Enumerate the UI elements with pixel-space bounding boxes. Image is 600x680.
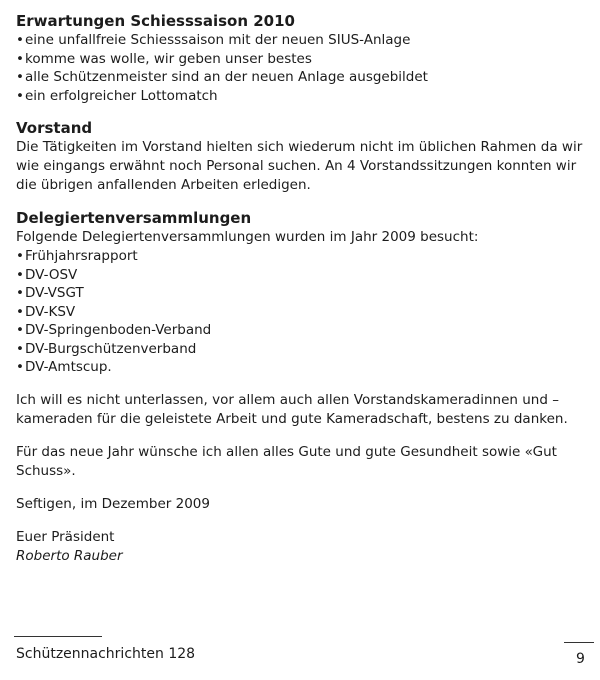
- thanks-paragraph: [16, 391, 594, 429]
- spacer: [16, 105, 594, 119]
- page-number: 9: [576, 651, 585, 667]
- paragraph-line: Schuss».: [16, 462, 76, 479]
- delegates-intro: Folgende Delegiertenversammlungen wurden im Jahr 2009 besucht:: [16, 229, 479, 245]
- list-item: • alle Schützenmeister sind an der neuen Anlage ausgebildet: [16, 68, 594, 87]
- section-title-expectations: Erwartungen Schiesssaison 2010: [16, 12, 295, 30]
- spacer: [16, 429, 594, 443]
- list-item: • DV-VSGT: [16, 284, 594, 303]
- list-item: • DV-OSV: [16, 266, 594, 285]
- paragraph-line: Die Tätigkeiten im Vorstand hielten sich wiederum nicht im üblichen Rahmen da wir: [16, 139, 583, 155]
- spacer: [16, 195, 594, 209]
- spacer: [16, 514, 594, 528]
- board-paragraph: [16, 138, 594, 195]
- list-item: • DV-Amtscup.: [16, 358, 594, 377]
- paragraph-line: die übrigen anfallenden Arbeiten erledigen.: [16, 177, 311, 193]
- list-item: • DV-Springenboden-Verband: [16, 321, 594, 340]
- place-date: Seftigen, im Dezember 2009: [16, 495, 210, 512]
- wishes-paragraph: [16, 443, 594, 481]
- section-title-delegates: Delegiertenversammlungen: [16, 209, 252, 227]
- paragraph-line: Für das neue Jahr wünsche ich allen alles Gute und gute Gesundheit sowie «Gut: [16, 443, 557, 460]
- section-title-board: Vorstand: [16, 119, 93, 137]
- list-item: • komme was wolle, wir geben unser bestes: [16, 50, 594, 69]
- page-content: [16, 12, 594, 566]
- footer-divider-right: [564, 642, 594, 643]
- paragraph-line: Ich will es nicht unterlassen, vor allem auch allen Vorstandskameradinnen und –: [16, 391, 559, 408]
- sign-off: Euer Präsident: [16, 528, 115, 545]
- list-item: • Frühjahrsrapport: [16, 247, 594, 266]
- paragraph-line: kameraden für die geleistete Arbeit und gute Kameradschaft, bestens zu danken.: [16, 410, 568, 427]
- list-item: • eine unfallfreie Schiesssaison mit der neuen SIUS-Anlage: [16, 31, 594, 50]
- delegates-list: [16, 247, 594, 377]
- footer-divider-left: [14, 636, 102, 637]
- footer-publication: Schützennachrichten 128: [16, 646, 196, 662]
- spacer: [16, 481, 594, 495]
- spacer: [16, 377, 594, 391]
- paragraph-line: wie eingangs erwähnt noch Personal suchen. An 4 Vorstandssitzungen konnten wir: [16, 158, 577, 174]
- list-item: • DV-KSV: [16, 303, 594, 322]
- signature-name: Roberto Rauber: [16, 547, 123, 564]
- list-item: • ein erfolgreicher Lottomatch: [16, 87, 594, 106]
- list-item: • DV-Burgschützenverband: [16, 340, 594, 359]
- expectations-list: [16, 31, 594, 105]
